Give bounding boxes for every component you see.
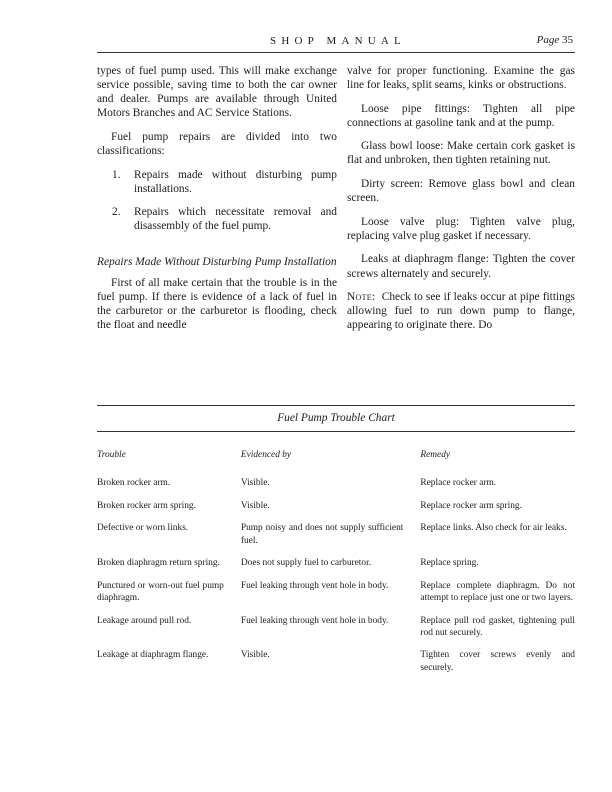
list-number: 1. [112,168,121,181]
cell-remedy: Replace pull rod gasket, tightening pull rod nut securely. [420,615,575,638]
manual-title: SHOP MANUAL [270,35,406,47]
classification-list [97,168,337,234]
trouble-chart-banner [97,405,575,432]
column-header-remedy: Remedy [420,450,451,460]
chart-title: Fuel Pump Trouble Chart [277,412,395,424]
table-row [97,557,575,569]
running-header [97,33,575,53]
section-heading: Repairs Made Without Disturbing Pump Installation [97,256,337,269]
cell-trouble: Leakage around pull rod. [97,615,192,626]
paragraph: Loose valve plug: Tighten valve plug, replacing valve plug gasket if necessary. [347,215,575,242]
table-header-row [97,449,575,461]
list-item [97,168,337,196]
note-paragraph [347,290,575,332]
table-row [97,477,575,489]
page-label: Page [536,34,560,46]
paragraph: First of all make certain that the trouble is in the fuel pump. If there is evidence of a lack of fuel in the carburetor or the carburetor is flooding, check the float and needle [97,276,337,331]
paragraph: types of fuel pump used. This will make exchange service possible, saving time to both the car owner and dealer. Pumps are available through United Motors Branches and AC Service Stations. [97,65,337,120]
cell-trouble: Broken rocker arm spring. [97,500,196,511]
paragraph: Glass bowl loose: Make certain cork gasket is flat and unbroken, then tighten retaining nut. [347,140,575,167]
cell-trouble: Broken rocker arm. [97,478,171,489]
cell-evidenced-by: Visible. [240,478,270,489]
cell-trouble: Defective or worn links. [97,523,189,534]
cell-remedy: Tighten cover screws evenly and securely. [420,650,575,673]
right-column [347,64,575,342]
paragraph: Dirty screen: Remove glass bowl and clean screen. [347,178,575,205]
cell-remedy: Replace rocker arm spring. [420,500,522,511]
page-number-value: 35 [562,34,573,46]
paragraph: valve for proper functioning. Examine the gas line for leaks, split seams, kinks or obstructions. [347,65,575,92]
cell-evidenced-by: Visible. [240,650,270,661]
paragraph: Loose pipe fittings: Tighten all pipe connections at gasoline tank and at the pump. [347,102,575,129]
cell-evidenced-by: Does not supply fuel to carburetor. [240,558,372,569]
cell-remedy: Replace complete diaphragm. Do not attempt to replace just one or two layers. [420,580,575,603]
divider [97,431,575,432]
list-text: Repairs which necessitate removal and disassembly of the fuel pump. [134,206,337,233]
table-row [97,615,575,639]
paragraph: Fuel pump repairs are divided into two classifications: [97,130,337,157]
table-row [97,500,575,512]
cell-trouble: Punctured or worn-out fuel pump diaphragm. [97,580,224,603]
table-row [97,522,575,546]
note-text: Check to see if leaks occur at pipe fittings allowing fuel to run down pump to flange, appearing to originate there. Do [347,291,575,332]
left-column [97,64,337,341]
page-number [537,34,573,46]
list-text: Repairs made without disturbing pump installations. [134,168,337,195]
note-label: Note: [347,291,376,304]
cell-trouble: Leakage at diaphragm flange. [97,650,209,661]
cell-evidenced-by: Visible. [240,500,270,511]
cell-remedy: Replace links. Also check for air leaks. [420,523,567,534]
column-header-trouble: Trouble [97,450,126,460]
table-row [97,649,575,673]
cell-trouble: Broken diaphragm return spring. [97,558,220,569]
cell-evidenced-by: Fuel leaking through vent hole in body. [240,615,389,626]
cell-remedy: Replace rocker arm. [420,478,497,489]
paragraph: Leaks at diaphragm flange: Tighten the cover screws alternately and securely. [347,253,575,280]
cell-evidenced-by: Fuel leaking through vent hole in body. [240,580,389,591]
list-item [97,205,337,233]
column-header-evidenced-by: Evidenced by [240,450,292,460]
trouble-table [97,449,575,684]
cell-remedy: Replace spring. [420,558,479,569]
list-number: 2. [112,206,121,219]
cell-evidenced-by: Pump noisy and does not supply sufficient fuel. [240,523,404,546]
table-row [97,580,575,604]
